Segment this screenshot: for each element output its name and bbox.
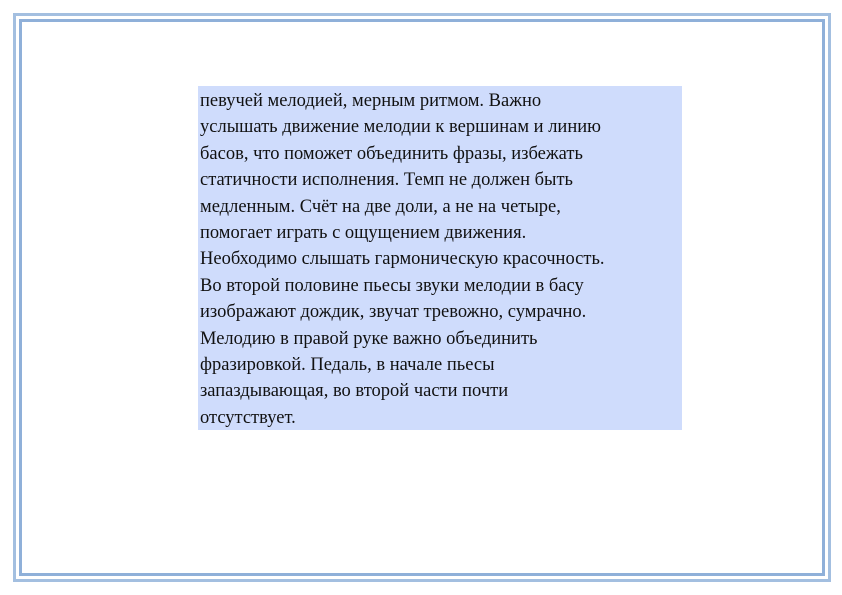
text-line: фразировкой. Педаль, в начале пьесы	[200, 355, 495, 376]
text-line: медленным. Счёт на две доли, а не на четыре,	[200, 196, 561, 217]
text-line: Во второй половине пьесы звуки мелодии в басу	[200, 275, 584, 296]
text-line: Необходимо слышать гармоническую красочность.	[200, 249, 605, 270]
text-line: Мелодию в правой руке важно объединить	[200, 328, 538, 349]
text-line: басов, что поможет объединить фразы, избежать	[200, 143, 583, 164]
text-line: певучей мелодией, мерным ритмом. Важно	[200, 91, 542, 111]
slide-text-box	[198, 86, 682, 430]
text-line: статичности исполнения. Темп не должен быть	[200, 170, 573, 191]
text-line: помогает играть с ощущением движения.	[200, 223, 527, 244]
text-line: отсутствует.	[200, 407, 296, 428]
text-line: изображают дождик, звучат тревожно, сумрачно.	[200, 302, 587, 323]
text-line: услышать движение мелодии к вершинам и линию	[200, 117, 601, 138]
text-line: запаздывающая, во второй части почти	[200, 381, 509, 402]
